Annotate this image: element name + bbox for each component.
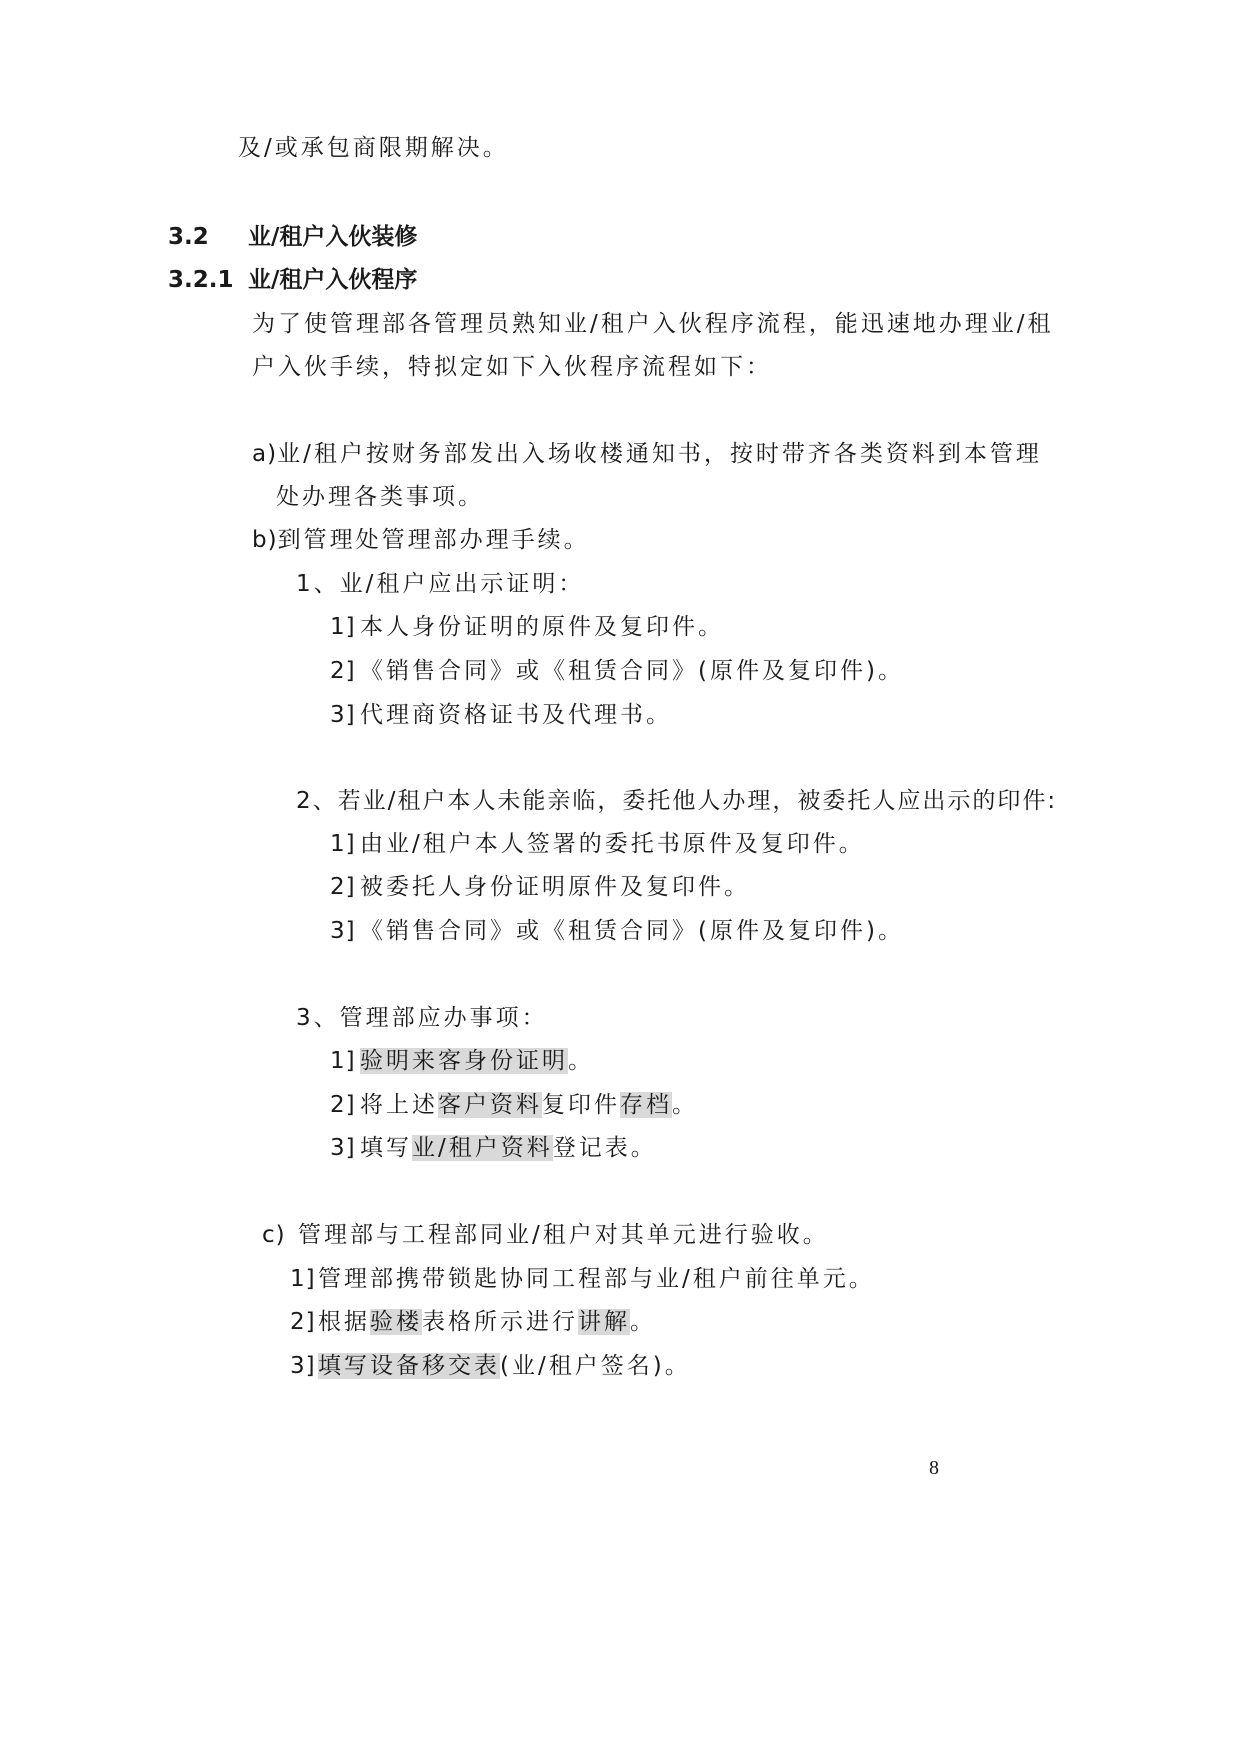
list-item	[330, 700, 672, 730]
list-text: 复印件	[542, 1092, 620, 1118]
step-c-label: c)	[262, 1222, 286, 1248]
list-text: 本人身份证明的原件及复印件。	[360, 614, 724, 640]
section-title: 业/租户入伙装修	[248, 224, 418, 250]
step-b-text: 到管理处管理部办理手续。	[277, 527, 590, 553]
subsection-heading	[168, 265, 417, 295]
step-c-text: 管理部与工程部同业/租户对其单元进行验收。	[298, 1222, 829, 1248]
list-number: 2]	[330, 1092, 356, 1118]
intro-line-1: 为了使管理部各管理员熟知业/租户入伙程序流程，能迅速地办理业/租	[252, 311, 1054, 337]
list-text: 表格所示进行	[422, 1309, 578, 1335]
list-number: 3]	[330, 702, 356, 728]
list-item	[290, 1307, 656, 1337]
list-number: 2]	[290, 1309, 316, 1335]
section-number: 3.2	[168, 224, 209, 250]
list-text: 。	[568, 1048, 594, 1074]
list-text: 管理部携带锁匙协同工程部与业/租户前往单元。	[318, 1266, 875, 1292]
b-item3-title: 3、管理部应办事项：	[296, 1005, 548, 1031]
list-number: 1]	[330, 614, 356, 640]
list-number: 3]	[330, 918, 356, 944]
list-item	[290, 1351, 691, 1381]
step-a-text: 业/租户按财务部发出入场收楼通知书，按时带齐各类资料到本管理	[277, 441, 1042, 467]
list-number: 1]	[290, 1266, 316, 1292]
continuation-line: 及/或承包商限期解决。	[238, 135, 509, 161]
step-c-line	[262, 1220, 829, 1250]
step-a-line-2: 处办理各类事项。	[276, 484, 484, 510]
list-text: 根据	[318, 1309, 370, 1335]
list-item	[330, 1133, 657, 1163]
list-number: 3]	[290, 1353, 316, 1379]
list-text: 《销售合同》或《租赁合同》(原件及复印件)。	[360, 918, 904, 944]
highlighted-text: 业/租户资料	[412, 1135, 553, 1161]
list-item	[290, 1264, 875, 1294]
highlighted-text: 验明来客身份证明	[360, 1048, 568, 1074]
section-heading	[168, 222, 417, 252]
step-a-line-1	[252, 439, 1042, 469]
step-a-label: a)	[252, 441, 278, 467]
list-item	[330, 612, 724, 642]
list-text: 《销售合同》或《租赁合同》(原件及复印件)。	[360, 658, 904, 684]
list-item	[330, 872, 750, 902]
list-text: 将上述	[360, 1092, 438, 1118]
list-text: 登记表。	[552, 1135, 657, 1161]
highlighted-text: 填写设备移交表	[318, 1353, 500, 1379]
list-text: (业/租户签名)。	[500, 1353, 691, 1379]
highlighted-text: 讲解	[578, 1309, 630, 1335]
list-item	[330, 916, 904, 946]
list-text: 。	[672, 1092, 698, 1118]
list-text: 由业/租户本人签署的委托书原件及复印件。	[360, 831, 865, 857]
highlighted-text: 验楼	[370, 1309, 422, 1335]
highlighted-text: 存档	[620, 1092, 672, 1118]
highlighted-text: 客户资料	[438, 1092, 542, 1118]
list-number: 2]	[330, 658, 356, 684]
list-text: 填写	[360, 1135, 412, 1161]
list-number: 2]	[330, 874, 356, 900]
list-text: 代理商资格证书及代理书。	[360, 702, 672, 728]
list-text: 被委托人身份证明原件及复印件。	[360, 874, 750, 900]
page-number: 8	[929, 1457, 939, 1479]
list-item	[330, 656, 904, 686]
list-item	[330, 829, 865, 859]
b-item2-title: 2、若业/租户本人未能亲临，委托他人办理，被委托人应出示的印件:	[296, 788, 1058, 814]
list-number: 3]	[330, 1135, 356, 1161]
subsection-number: 3.2.1	[168, 267, 234, 293]
b-item1-title: 1、业/租户应出示证明：	[296, 571, 585, 597]
intro-line-2: 户入伙手续，特拟定如下入伙程序流程如下：	[252, 354, 772, 380]
list-item	[330, 1090, 698, 1120]
list-number: 1]	[330, 1048, 356, 1074]
list-item	[330, 1046, 594, 1076]
step-b-line	[252, 525, 590, 555]
subsection-title: 业/租户入伙程序	[248, 267, 418, 293]
list-number: 1]	[330, 831, 356, 857]
list-text: 。	[630, 1309, 656, 1335]
step-b-label: b)	[252, 527, 278, 553]
